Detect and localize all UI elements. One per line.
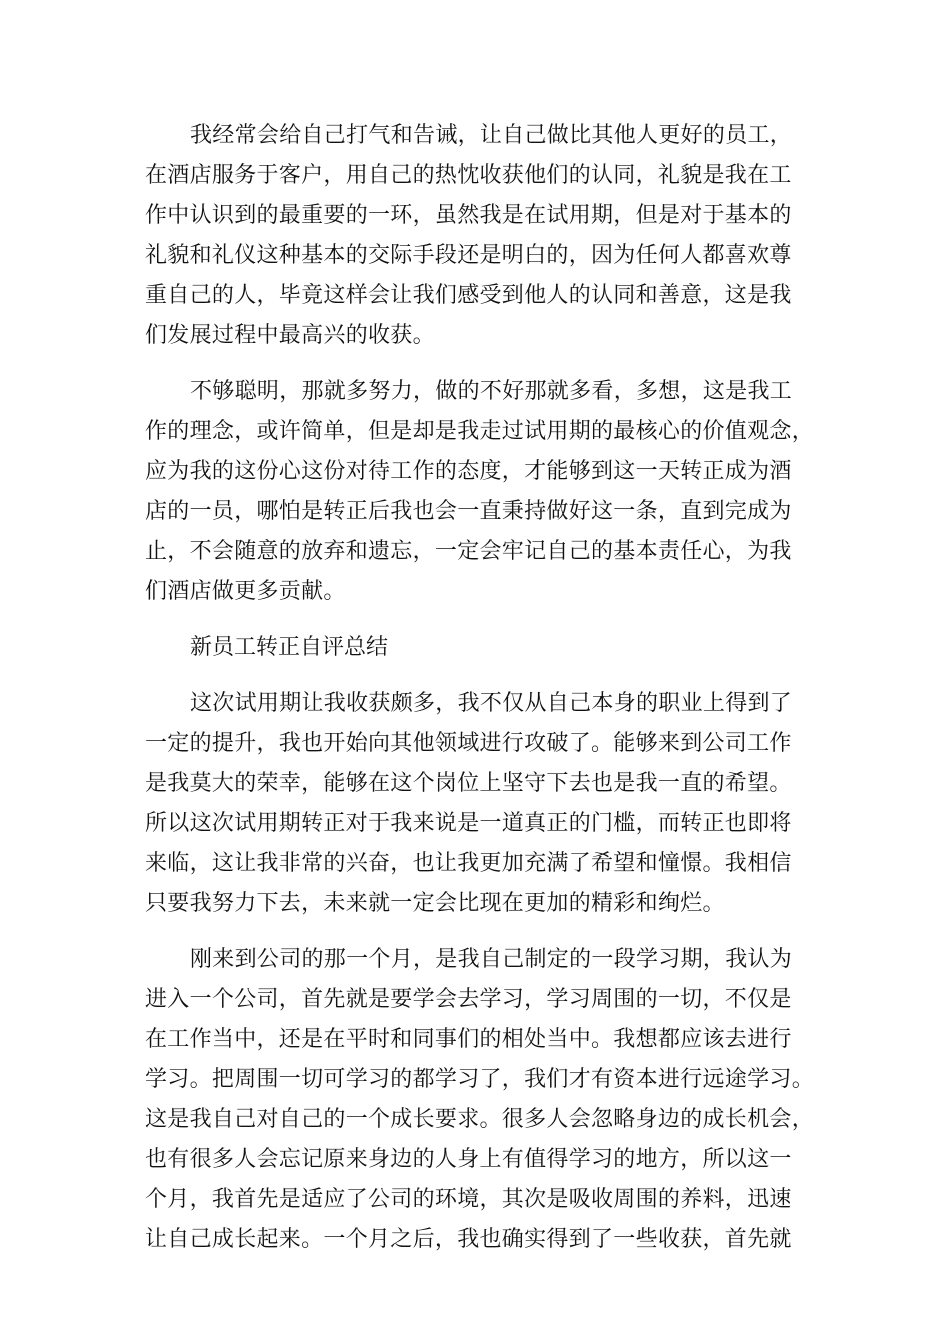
paragraph-gap xyxy=(145,356,830,372)
paragraph-gap xyxy=(145,924,830,940)
document-body xyxy=(145,116,830,1260)
text-line: 店的一员，哪怕是转正后我也会一直秉持做好这一条，直到完成为 xyxy=(145,499,792,524)
text-line: 只要我努力下去，未来就一定会比现在更加的精彩和绚烂。 xyxy=(145,891,725,916)
text-line: 不够聪明，那就多努力，做的不好那就多看，多想，这是我工 xyxy=(190,379,793,404)
text-line: 作中认识到的最重要的一环，虽然我是在试用期，但是对于基本的 xyxy=(145,203,792,228)
text-line: 一定的提升，我也开始向其他领域进行攻破了。能够来到公司工作 xyxy=(145,731,792,756)
paragraph-gap xyxy=(145,668,830,684)
text-line: 重自己的人，毕竟这样会让我们感受到他人的认同和善意，这是我 xyxy=(145,283,792,308)
text-line: 在工作当中，还是在平时和同事们的相处当中。我想都应该去进行 xyxy=(145,1027,792,1052)
text-line: 在酒店服务于客户，用自己的热忱收获他们的认同，礼貌是我在工 xyxy=(145,163,792,188)
text-line: 作的理念，或许简单，但是却是我走过试用期的最核心的价值观念， xyxy=(145,419,815,444)
text-line: 进入一个公司，首先就是要学会去学习，学习周围的一切，不仅是 xyxy=(145,987,792,1012)
text-line: 所以这次试用期转正对于我来说是一道真正的门槛，而转正也即将 xyxy=(145,811,792,836)
paragraph-1 xyxy=(145,116,830,356)
text-line: 刚来到公司的那一个月，是我自己制定的一段学习期，我认为 xyxy=(190,947,793,972)
text-line: 是我莫大的荣幸，能够在这个岗位上坚守下去也是我一直的希望。 xyxy=(145,771,792,796)
text-line: 们发展过程中最高兴的收获。 xyxy=(145,323,435,348)
paragraph-3 xyxy=(145,684,830,924)
section-heading: 新员工转正自评总结 xyxy=(190,635,389,660)
text-line: 这是我自己对自己的一个成长要求。很多人会忽略身边的成长机会， xyxy=(145,1107,815,1132)
text-line: 学习。把周围一切可学习的都学习了，我们才有资本进行远途学习。 xyxy=(145,1067,815,1092)
text-line: 让自己成长起来。一个月之后，我也确实得到了一些收获，首先就 xyxy=(145,1227,792,1252)
text-line: 我经常会给自己打气和告诫，让自己做比其他人更好的员工， xyxy=(190,123,793,148)
text-line: 们酒店做更多贡献。 xyxy=(145,579,346,604)
text-line: 止，不会随意的放弃和遗忘，一定会牢记自己的基本责任心，为我 xyxy=(145,539,792,564)
text-line: 这次试用期让我收获颇多，我不仅从自己本身的职业上得到了 xyxy=(190,691,793,716)
text-line: 也有很多人会忘记原来身边的人身上有值得学习的地方，所以这一 xyxy=(145,1147,792,1172)
text-line: 应为我的这份心这份对待工作的态度，才能够到这一天转正成为酒 xyxy=(145,459,792,484)
paragraph-2 xyxy=(145,372,830,612)
paragraph-4 xyxy=(145,940,830,1260)
paragraph-gap xyxy=(145,612,830,628)
text-line: 礼貌和礼仪这种基本的交际手段还是明白的，因为任何人都喜欢尊 xyxy=(145,243,792,268)
text-line: 个月，我首先是适应了公司的环境，其次是吸收周围的养料，迅速 xyxy=(145,1187,792,1212)
text-line: 来临，这让我非常的兴奋，也让我更加充满了希望和憧憬。我相信 xyxy=(145,851,792,876)
